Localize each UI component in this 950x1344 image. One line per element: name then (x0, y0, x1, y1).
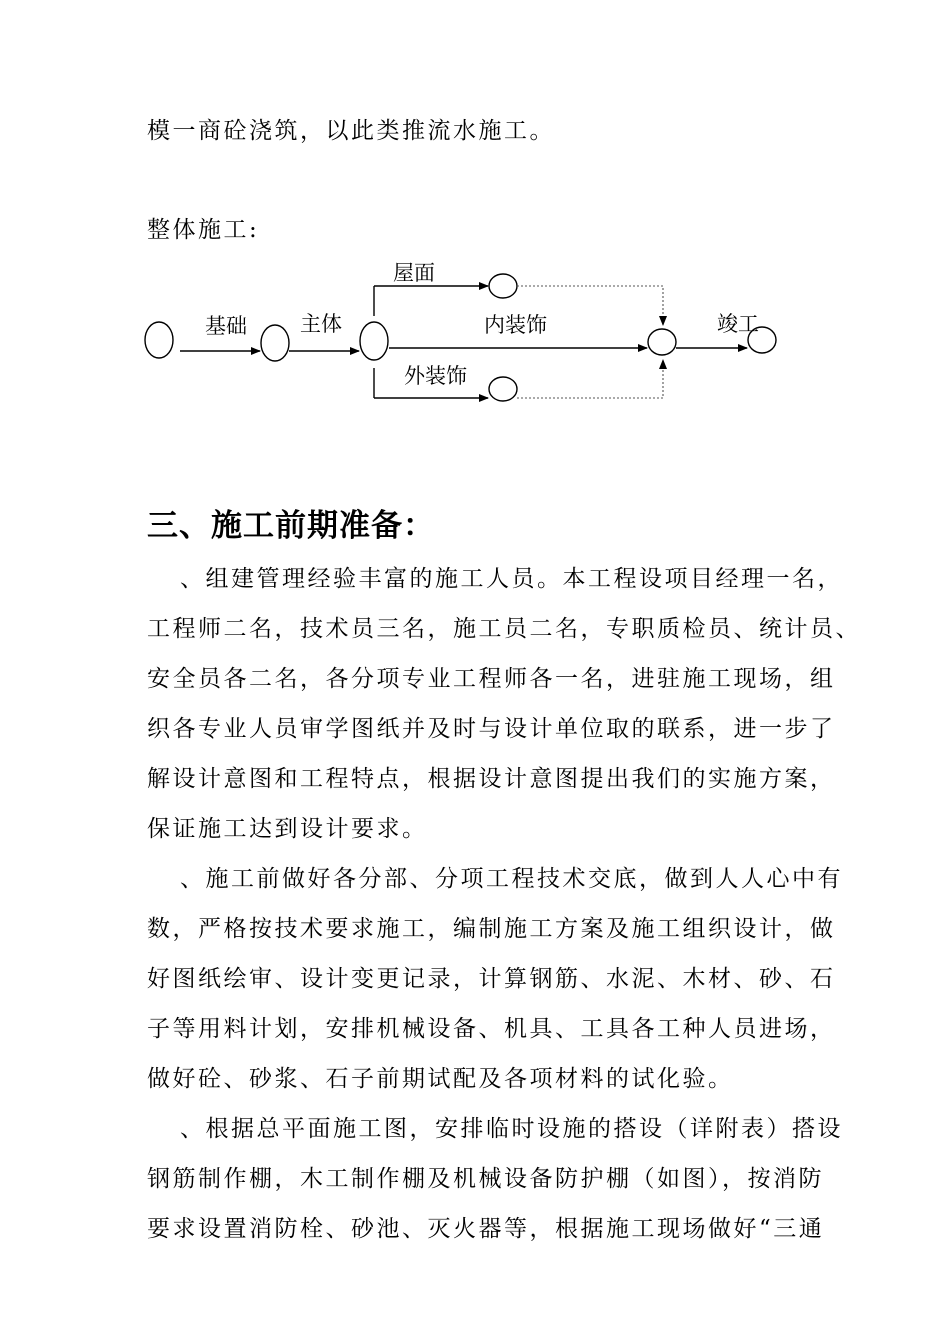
label-foundation: 基础 (205, 314, 247, 338)
paragraph-line: 、组建管理经验丰富的施工人员。本工程设项目经理一名， (180, 566, 843, 592)
paragraph-line: 工程师二名，技术员三名，施工员二名，专职质检员、统计员、 (147, 616, 861, 642)
paragraph-line: 保证施工达到设计要求。 (147, 816, 428, 842)
paragraph-line: 安全员各二名，各分项专业工程师各一名，进驻施工现场，组 (147, 666, 836, 692)
overall-construction-label: 整体施工: (147, 217, 260, 243)
node-merge (648, 329, 676, 355)
paragraph-line: 、施工前做好各分部、分项工程技术交底，做到人人心中有 (180, 866, 843, 892)
paragraph-line: 解设计意图和工程特点，根据设计意图提出我们的实施方案， (147, 766, 836, 792)
paragraph-line: 子等用料计划，安排机械设备、机具、工具各工种人员进场， (147, 1016, 836, 1042)
paragraph-line: 数，严格按技术要求施工，编制施工方案及施工组织设计，做 (147, 916, 836, 942)
paragraph-line: 要求设置消防栓、砂池、灭火器等，根据施工现场做好“三通 (147, 1216, 825, 1242)
intro-line: 模一商砼浇筑，以此类推流水施工。 (147, 118, 555, 144)
label-main-body: 主体 (300, 312, 342, 336)
label-roof: 屋面 (393, 261, 435, 285)
node-start (145, 322, 173, 358)
paragraph-line: 做好砼、砂浆、石子前期试配及各项材料的试化验。 (147, 1066, 734, 1092)
label-exterior: 外装饰 (404, 364, 467, 388)
paragraph-line: 织各专业人员审学图纸并及时与设计单位取的联系，进一步了 (147, 716, 836, 742)
node-foundation-done (261, 325, 289, 361)
node-main-body-done (360, 322, 388, 360)
node-exterior (489, 377, 517, 401)
label-interior: 内装饰 (484, 313, 547, 337)
node-roof (489, 274, 517, 298)
dotted-exterior-to-merge (517, 360, 663, 398)
paragraph-line: 、根据总平面施工图，安排临时设施的搭设（详附表）搭设 (180, 1116, 843, 1142)
paragraph-line: 好图纸绘审、设计变更记录，计算钢筋、水泥、木材、砂、石 (147, 966, 836, 992)
paragraph-line: 钢筋制作棚，木工制作棚及机械设备防护棚（如图），按消防 (147, 1166, 824, 1192)
section-title: 三、施工前期准备： (147, 508, 435, 544)
label-completion: 竣工 (717, 312, 759, 336)
